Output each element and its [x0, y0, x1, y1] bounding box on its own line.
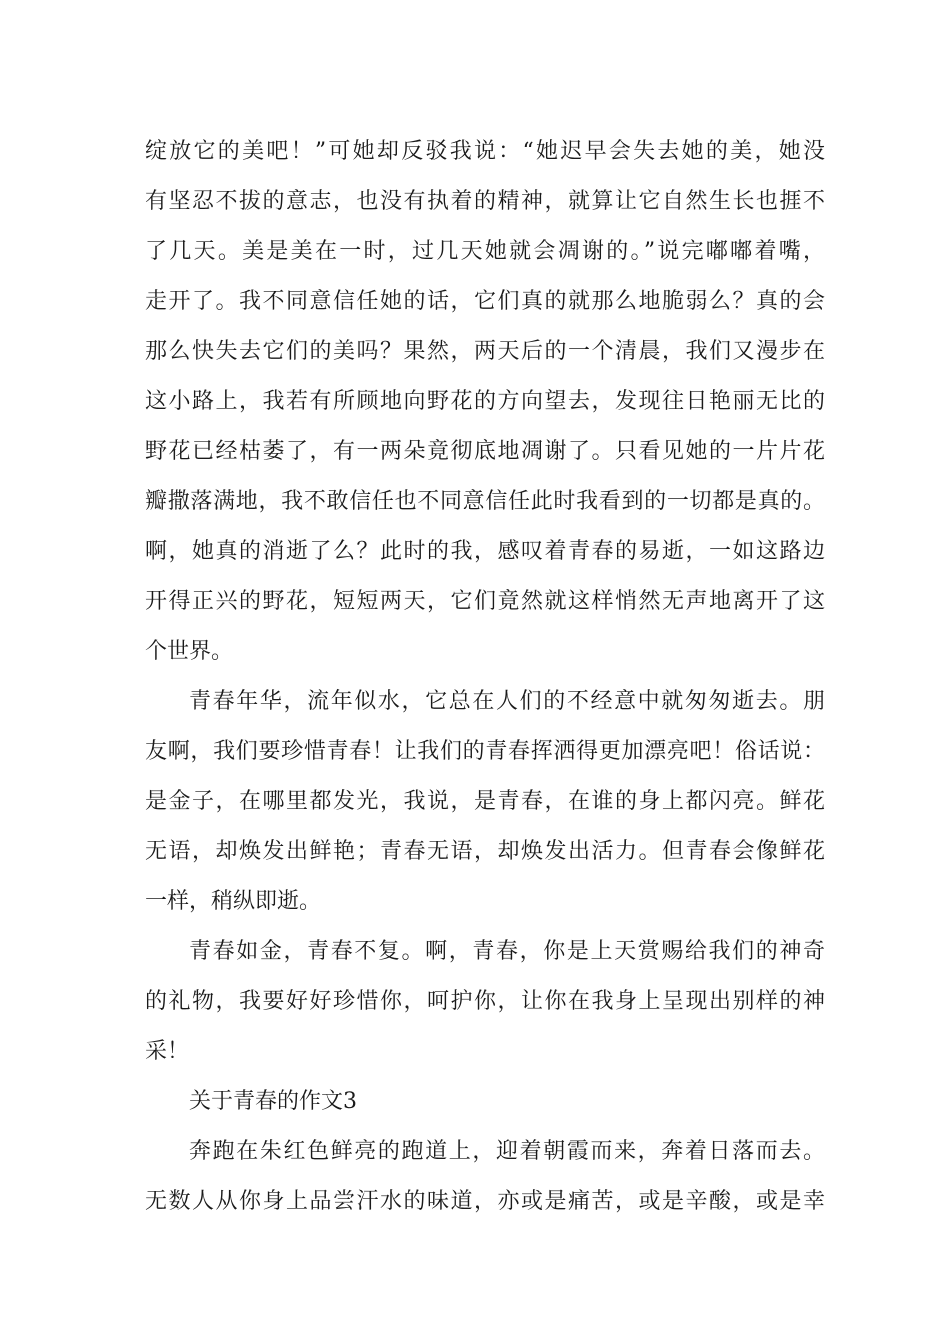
text-line: 走开了。我不同意信任她的话，它们真的就那么地脆弱么？真的会	[145, 289, 825, 314]
paragraph-3	[145, 927, 825, 1077]
paragraph-1	[145, 127, 825, 677]
text-line: 个世界。	[145, 639, 234, 664]
text-line: 瓣撒落满地，我不敢信任也不同意信任此时我看到的一切都是真的。	[145, 489, 825, 514]
text-line: 友啊，我们要珍惜青春！让我们的青春挥洒得更加漂亮吧！俗话说：	[145, 739, 825, 764]
text-line: 青春年华，流年似水，它总在人们的不经意中就匆匆逝去。朋	[189, 689, 825, 714]
text-line: 开得正兴的野花，短短两天，它们竟然就这样悄然无声地离开了这	[145, 589, 825, 614]
text-line: 这小路上，我若有所顾地向野花的方向望去，发现往日艳丽无比的	[145, 389, 825, 414]
text-line: 的礼物，我要好好珍惜你，呵护你，让你在我身上呈现出别样的神	[145, 989, 825, 1014]
document-body	[145, 127, 825, 1227]
text-line: 有坚忍不拔的意志，也没有执着的精神，就算让它自然生长也捱不	[145, 189, 825, 214]
text-line: 采！	[145, 1039, 190, 1064]
text-line: 野花已经枯萎了，有一两朵竟彻底地凋谢了。只看见她的一片片花	[145, 439, 825, 464]
text-line: 青春如金，青春不复。啊，青春，你是上天赏赐给我们的神奇	[189, 939, 825, 964]
text-line: 那么快失去它们的美吗？果然，两天后的一个清晨，我们又漫步在	[145, 339, 825, 364]
text-line: 绽放它的美吧！”可她却反驳我说：“她迟早会失去她的美，她没	[145, 139, 825, 164]
text-line: 是金子，在哪里都发光，我说，是青春，在谁的身上都闪亮。鲜花	[145, 789, 825, 814]
text-line: 啊，她真的消逝了么？此时的我，感叹着青春的易逝，一如这路边	[145, 539, 825, 564]
section-heading: 关于青春的作文3	[189, 1089, 357, 1114]
text-line: 了几天。美是美在一时，过几天她就会凋谢的。”说完嘟嘟着嘴，	[145, 239, 825, 264]
paragraph-2	[145, 677, 825, 927]
text-line: 无数人从你身上品尝汗水的味道，亦或是痛苦，或是辛酸，或是幸	[145, 1189, 825, 1214]
text-line: 一样，稍纵即逝。	[145, 889, 322, 914]
text-line: 奔跑在朱红色鲜亮的跑道上，迎着朝霞而来，奔着日落而去。	[189, 1139, 825, 1164]
text-line: 无语，却焕发出鲜艳；青春无语，却焕发出活力。但青春会像鲜花	[145, 839, 825, 864]
paragraph-4	[145, 1127, 825, 1227]
